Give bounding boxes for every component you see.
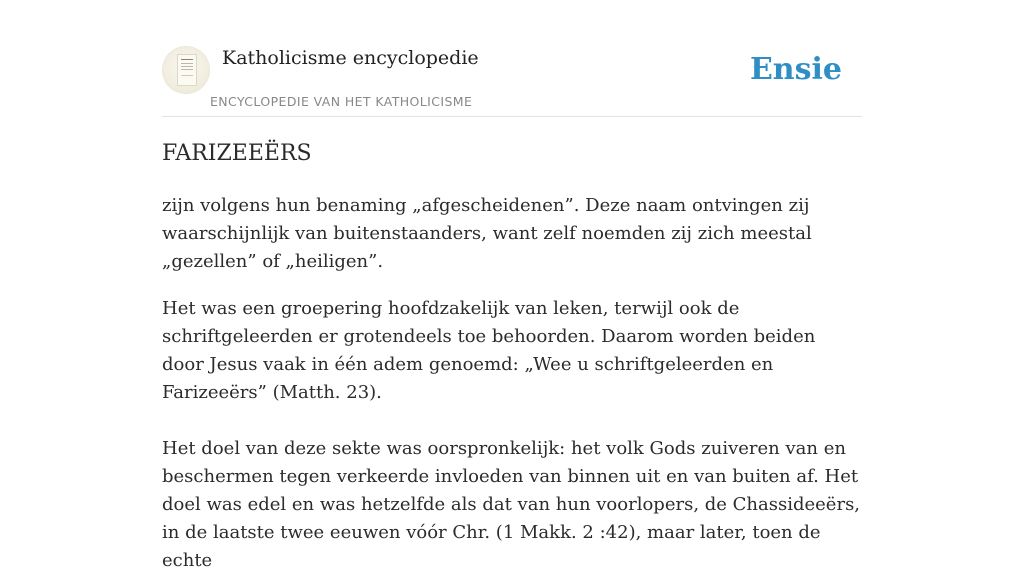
article-paragraph: zijn volgens hun benaming „afgescheidenen”. Deze naam ontvingen zij waarschijnlijk van buitenstaanders, want zelf noemden zij zich meestal „gezellen” of „heiligen”. xyxy=(162,195,812,272)
site-subtitle: ENCYCLOPEDIE VAN HET KATHOLICISME xyxy=(210,94,473,109)
article-paragraph: Het doel van deze sekte was oorspronkelijk: het volk Gods zuiveren van en beschermen tegen verkeerde invloeden van binnen uit en van buiten af. Het doel was edel en was hetzelfde als dat van hun voorlopers, de Chassideeërs, in de laatste twee eeuwen vóór Chr. (1 Makk. 2 :42), maar later, toen de echte xyxy=(162,438,861,571)
encyclopedia-cover-icon[interactable] xyxy=(162,46,210,94)
site-title[interactable]: Katholicisme encyclopedie xyxy=(222,47,479,69)
ensie-logo[interactable]: Ensie xyxy=(749,52,842,87)
article-paragraph: Het was een groepering hoofdzakelijk van leken, terwijl ook de schriftgeleerden er grotendeels toe behoorden. Daarom worden beiden door Jesus vaak in één adem genoemd: „Wee u schriftgeleerden en Farizeeërs” (Matth. 23). xyxy=(162,298,816,403)
article-title: FARIZEEËRS xyxy=(162,141,312,166)
book-icon xyxy=(177,54,197,86)
article-body xyxy=(162,192,862,575)
site-header xyxy=(162,44,862,117)
